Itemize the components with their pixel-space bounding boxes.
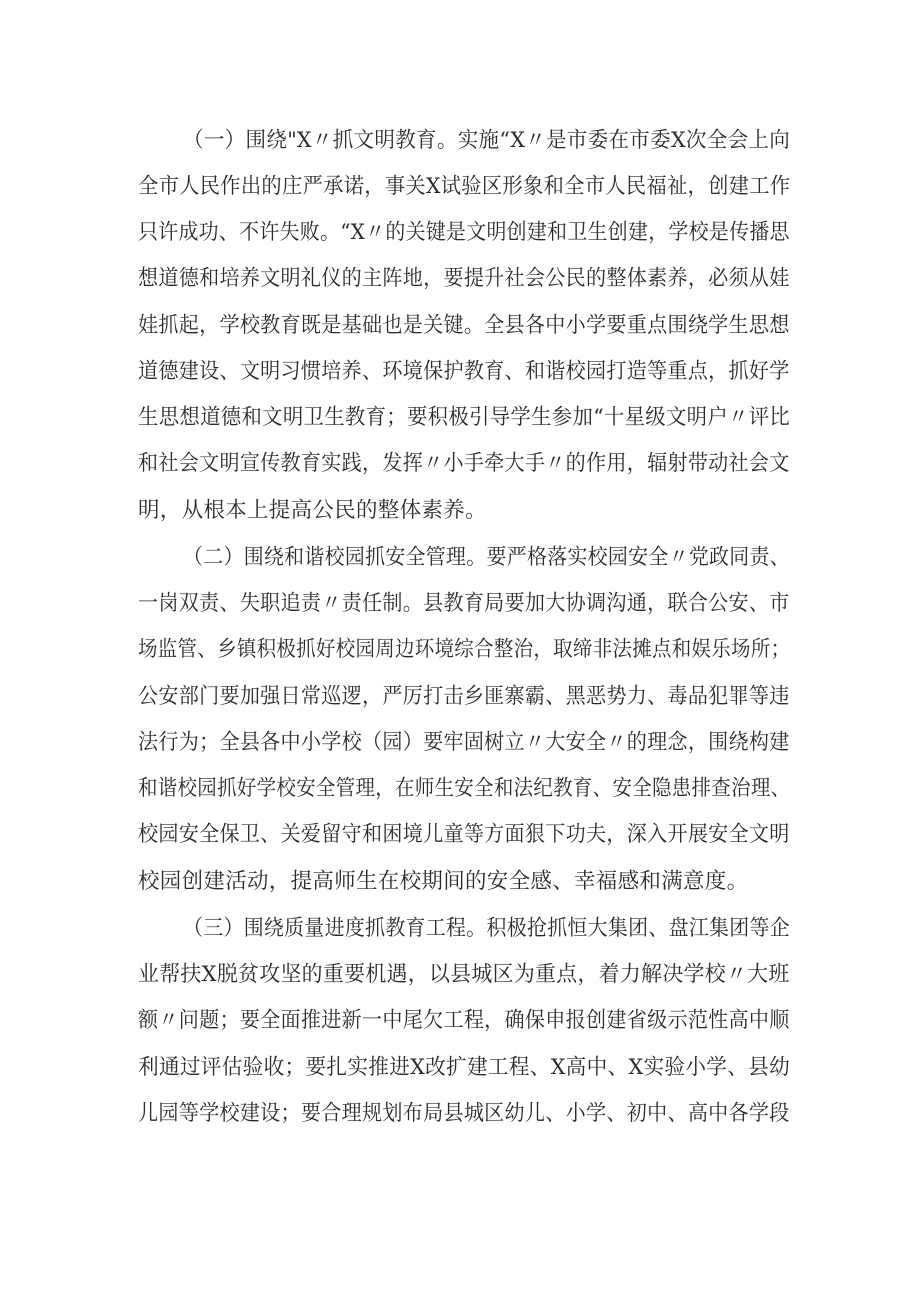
text-line: 儿园等学校建设；要合理规划布局县城区幼儿、小学、初中、高中各学段 xyxy=(138,1101,790,1126)
text-line: 明，从根本上提高公民的整体素养。 xyxy=(138,498,487,523)
text-line: 场监管、乡镇积极抓好校园周边环境综合整治，取缔非法摊点和娱乐场所； xyxy=(138,637,791,662)
text-line: 娃抓起，学校教育既是基础也是关键。全县各中小学要重点围绕学生思想 xyxy=(138,313,790,338)
text-line: 生思想道德和文明卫生教育；要积极引导学生参加“十星级文明户〃评比 xyxy=(138,405,791,430)
text-line: 道德建设、文明习惯培养、环境保护教育、和谐校园打造等重点，抓好学 xyxy=(138,359,790,384)
text-line: 公安部门要加强日常巡逻，严厉打击乡匪寨霸、黑恶势力、毒品犯罪等违 xyxy=(138,684,790,709)
text-line: 只许成功、不许失败。“X〃的关键是文明创建和卫生创建，学校是传播思 xyxy=(138,220,790,245)
text-line: （二）围绕和谐校园抓安全管理。要严格落实校园安全〃党政同责、 xyxy=(183,545,790,570)
text-line: 和谐校园抓好学校安全管理，在师生安全和法纪教育、安全隐患排查治理、 xyxy=(138,776,791,801)
text-line: 利通过评估验收；要扎实推进X改扩建工程、X高中、X实验小学、县幼 xyxy=(138,1055,791,1080)
text-line: （一）围绕"X〃抓文明教育。实施“X〃是市委在市委X次全会上向 xyxy=(183,128,791,153)
text-line: 全市人民作出的庄严承诺，事关X试验区形象和全市人民福祉，创建工作 xyxy=(138,174,791,199)
text-line: 额〃问题；要全面推进新一中尾欠工程，确保申报创建省级示范性高中顺 xyxy=(138,1008,790,1033)
text-line: 校园创建活动，提高师生在校期间的安全感、幸福感和满意度。 xyxy=(138,869,749,894)
text-line: （三）围绕质量进度抓教育工程。积极抢抓恒大集团、盘江集团等企 xyxy=(183,916,790,941)
text-line: 想道德和培养文明礼仪的主阵地，要提升社会公民的整体素养，必须从娃 xyxy=(138,266,790,291)
text-line: 法行为；全县各中小学校（园）要牢固树立〃大安全〃的理念，围绕构建 xyxy=(138,730,790,755)
text-line: 校园安全保卫、关爱留守和困境儿童等方面狠下功夫，深入开展安全文明 xyxy=(138,822,790,847)
text-line: 一岗双责、失职追责〃责任制。县教育局要加大协调沟通，联合公安、市 xyxy=(138,591,790,616)
text-line: 业帮扶X脱贫攻坚的重要机遇，以县城区为重点，着力解决学校〃大班 xyxy=(138,962,790,987)
text-line: 和社会文明宣传教育实践，发挥〃小手牵大手〃的作用，辐射带动社会文 xyxy=(138,451,790,476)
